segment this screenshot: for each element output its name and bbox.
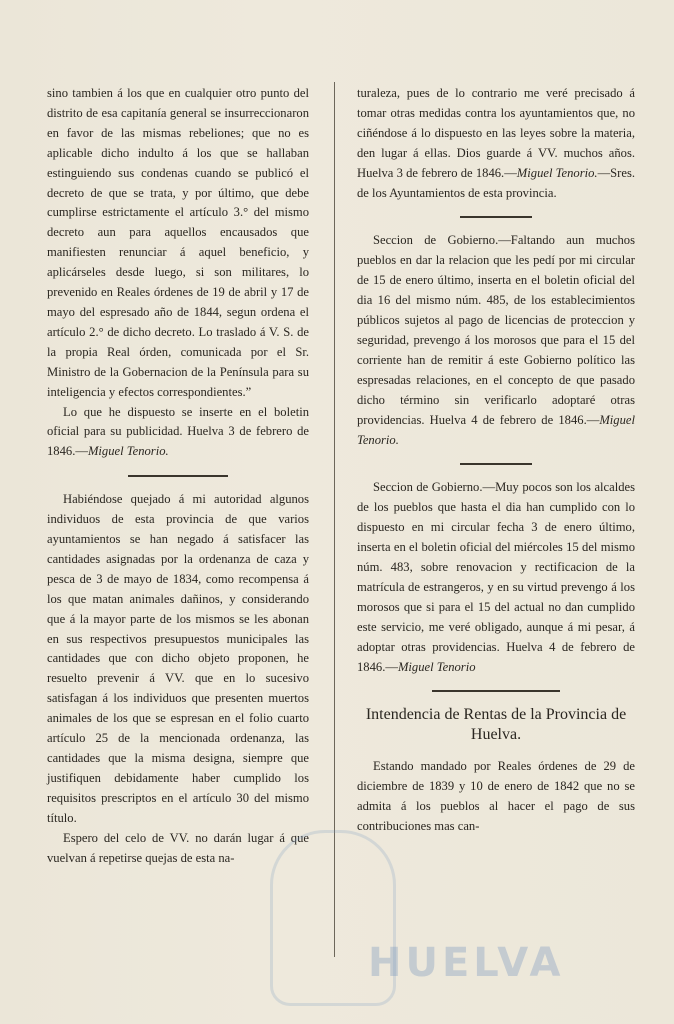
right-paragraph-3 xyxy=(357,478,635,677)
right-paragraph-2-text: Seccion de Gobierno.—Faltando aun muchos pueblos en dar la relacion que les pedí por mi circular de 15 de enero último, inserta en el boletin oficial del dia 16 del mismo núm. 485, de los establecimientos públicos sujetos al pago de licencias de proteccion y seguridad, prevengo á los morosos que para el 15 del corriente han de remitir á este Gobierno político las espresadas relaciones, en el concepto de que pasado dicho término sin verificarlo adoptaré otras providencias. Huelva 4 de febrero de 1846.— xyxy=(357,233,635,427)
signature: Miguel Tenorio xyxy=(397,659,476,674)
column-divider xyxy=(334,82,335,957)
right-column xyxy=(357,84,635,837)
left-paragraph-3: Habiéndose quejado á mi autoridad algunos individuos de esta provincia de que varios ayuntamientos se han negado á satisfacer las cantidades asignadas por la ordenanza de caza y pesca de 3 de mayo de 1834, como recompensa á los que matan animales dañinos, y considerando que á la mayor parte de los mismos se les abonan en sus respectivos presupuestos municipales las cantidades que con dicho objeto proponen, he resuelto prevenir á VV. que en lo sucesivo satisfagan á los individuos que presenten muertos animales de los que se espresan en el folio cuarto artículo 25 de la mencionada ordenanza, las cantidades que la misma designa, siempre que justifiquen debidamente haber cumplido los requisitos prescriptos en el artículo 30 del mismo título. xyxy=(47,492,309,825)
right-paragraph-3-text: Seccion de Gobierno.—Muy pocos son los alcaldes de los pueblos que hasta el dia han cumplido con lo dispuesto en mi circular fecha 3 de enero último, inserta en el boletin oficial del miércoles 15 del mismo núm. 483, sobre renovacion y rectificacion de la matrícula de estrangeros, y en su virtud prevengo á los morosos que si para el 15 del actual no dan cumplido este servicio, me veré obligado, aunque á mi pesar, á adoptar otras providencias. Huelva 4 de febrero de 1846.— xyxy=(357,480,635,674)
section-divider xyxy=(432,690,560,692)
left-paragraph-2 xyxy=(47,403,309,463)
left-paragraph-4: Espero del celo de VV. no darán lugar á que vuelvan á repetirse quejas de esta na- xyxy=(47,830,309,865)
left-paragraph-1: sino tambien á los que en cualquier otro punto del distrito de esa capitanía general se insurreccionaron en favor de las mismas rebeliones; que no es aplicable dicho indulto á los que se hallaban estinguiendo sus condenas cuando se publicó el decreto de que se trata, y por último, que debe cumplirse estrictamente el artículo 3.° del mismo decreto aun para aquellos encausados que manifiesten renunciar á aquel beneficio, y aplicárseles desde luego, si son militares, lo prevenido en Reales órdenes de 19 de abril y 17 de mayo del espresado año de 1844, segun ordena el artículo 2.° de dicho decreto. Lo traslado á V. S. de la propia Real órden, comunicada por el Sr. Ministro de la Gobernacion de la Península para su inteligencia y efectos correspondientes.” xyxy=(47,86,309,399)
right-paragraph-1 xyxy=(357,84,635,203)
signature: Miguel Tenorio. xyxy=(87,444,169,459)
right-paragraph-1-text: turaleza, pues de lo contrario me veré precisado á tomar otras medidas contra los ayuntamientos que, no ciñéndose á lo dispuesto en las leyes sobre la materia, den lugar á ellas. Dios guarde á VV. muchos años. Huelva 3 de febrero de 1846.— xyxy=(357,86,635,180)
section-divider xyxy=(460,216,532,218)
section-divider xyxy=(460,463,532,465)
signature: Miguel Tenorio. xyxy=(357,412,635,447)
left-column xyxy=(47,84,309,868)
right-paragraph-1-tail: —Sres. de los Ayuntamientos de esta provincia. xyxy=(357,165,635,200)
section-divider xyxy=(128,475,228,477)
section-heading: Intendencia de Rentas de la Provincia de Huelva. xyxy=(365,706,627,744)
right-paragraph-4: Estando mandado por Reales órdenes de 29 de diciembre de 1839 y 10 de enero de 1842 que no se admita á los pueblos al hacer el pago de sus contribuciones mas can- xyxy=(357,759,635,834)
signature: Miguel Tenorio. xyxy=(516,165,598,180)
watermark-text: HUELVA xyxy=(368,940,565,986)
right-paragraph-2 xyxy=(357,231,635,450)
left-paragraph-2-text: Lo que he dispuesto se inserte en el boletin oficial para su publicidad. Huelva 3 de febrero de 1846.— xyxy=(47,404,309,459)
